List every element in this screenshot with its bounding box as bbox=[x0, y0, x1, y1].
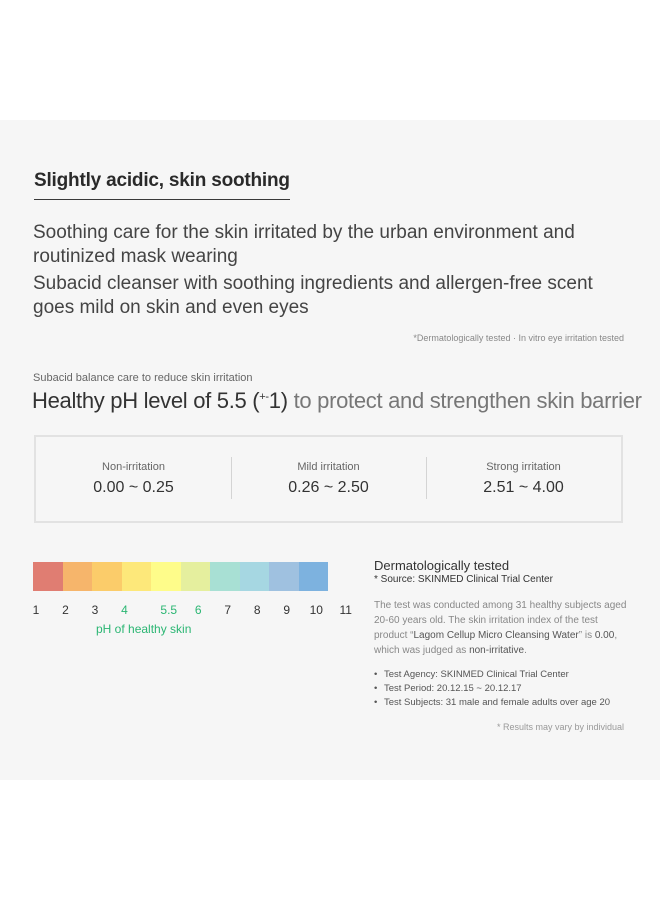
ph-swatch bbox=[63, 562, 93, 591]
test-footnote: *Dermatologically tested · In vitro eye irritation tested bbox=[413, 333, 624, 343]
section-heading: Slightly acidic, skin soothing bbox=[34, 170, 290, 200]
ph-healthy-label: pH of healthy skin bbox=[96, 622, 192, 636]
plus-minus-sign: +- bbox=[259, 391, 269, 403]
ph-number-row bbox=[32, 603, 352, 619]
irritation-range: 0.00 ~ 0.25 bbox=[93, 479, 174, 496]
intro-paragraph-1: Soothing care for the skin irritated by the urban environment and routinized mask wearing bbox=[33, 222, 575, 267]
list-item: • Test Period: 20.12.15 ~ 20.12.17 bbox=[374, 682, 630, 696]
irritation-cell-strong bbox=[426, 461, 621, 497]
desc-text: , which was judged as bbox=[374, 630, 618, 656]
ph-number: 6 bbox=[194, 603, 202, 617]
ph-number: 7 bbox=[224, 603, 232, 617]
desc-text: . bbox=[524, 645, 527, 656]
ph-swatch bbox=[92, 562, 122, 591]
derm-description bbox=[374, 598, 630, 658]
test-result: non-irritative bbox=[469, 645, 525, 656]
ph-number: 8 bbox=[253, 603, 261, 617]
ph-number: 9 bbox=[283, 603, 291, 617]
intro-paragraph-2: Subacid cleanser with soothing ingredients and allergen-free scent goes mild on skin and even eyes bbox=[33, 273, 593, 318]
ph-number: 5.5 bbox=[160, 603, 178, 617]
test-details-list bbox=[374, 668, 630, 710]
derm-title: Dermatologically tested bbox=[374, 558, 510, 573]
ph-number: 2 bbox=[62, 603, 69, 617]
desc-text: The test was conducted among 31 healthy subjects aged 20-60 years old. The skin irritation index of the test product “ bbox=[374, 600, 627, 641]
ph-headline-benefit: to protect and strengthen skin barrier bbox=[287, 388, 642, 413]
irritation-label: Non-irritation bbox=[102, 461, 165, 473]
results-disclaimer: * Results may vary by individual bbox=[496, 722, 624, 732]
ph-swatch bbox=[151, 562, 181, 591]
irritation-cell-mild bbox=[231, 461, 426, 497]
ph-swatch bbox=[299, 562, 329, 591]
product-name: Lagom Cellup Micro Cleansing Water bbox=[413, 630, 579, 641]
ph-subtitle: Subacid balance care to reduce skin irritation bbox=[33, 372, 253, 384]
ph-swatch bbox=[269, 562, 299, 591]
list-item: • Test Subjects: 31 male and female adults over age 20 bbox=[374, 696, 630, 710]
ph-headline-main: Healthy pH level of 5.5 ( bbox=[32, 388, 260, 413]
ph-number: 1 bbox=[32, 603, 40, 617]
derm-source: * Source: SKINMED Clinical Trial Center bbox=[374, 574, 553, 585]
irritation-cell-non bbox=[36, 461, 231, 497]
ph-number: 4 bbox=[121, 603, 128, 617]
ph-swatch bbox=[240, 562, 270, 591]
ph-number: 10 bbox=[309, 603, 323, 617]
irritation-index: 0.00 bbox=[594, 630, 615, 641]
desc-text: ” is bbox=[578, 630, 595, 641]
irritation-range: 2.51 ~ 4.00 bbox=[483, 479, 564, 496]
ph-headline-tolerance: 1) bbox=[268, 388, 288, 413]
irritation-label: Mild irritation bbox=[297, 461, 360, 473]
ph-swatch bbox=[122, 562, 152, 591]
irritation-label: Strong irritation bbox=[486, 461, 561, 473]
ph-number: 3 bbox=[91, 603, 99, 617]
ph-swatch bbox=[33, 562, 63, 591]
ph-swatch bbox=[181, 562, 211, 591]
list-item: • Test Agency: SKINMED Clinical Trial Center bbox=[374, 668, 630, 682]
ph-swatch bbox=[210, 562, 240, 591]
irritation-scale-box bbox=[34, 435, 623, 523]
ph-number: 11 bbox=[339, 603, 352, 617]
ph-color-scale bbox=[33, 562, 328, 591]
ph-headline bbox=[32, 388, 642, 414]
irritation-range: 0.26 ~ 2.50 bbox=[288, 479, 369, 496]
